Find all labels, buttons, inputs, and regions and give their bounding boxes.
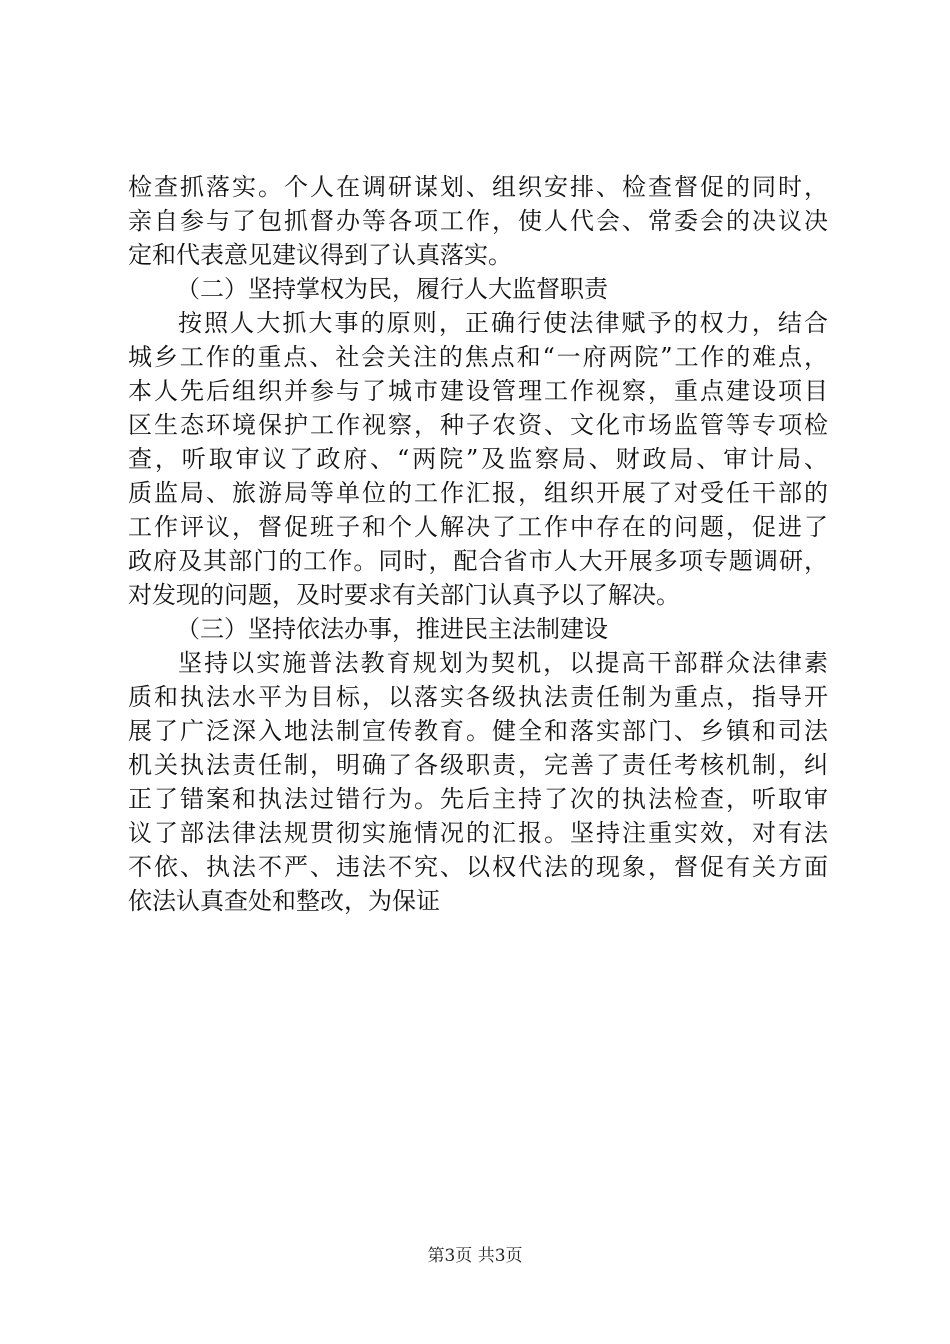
paragraph-line: 对发现的问题，及时要求有关部门认真予以了解决。 — [128, 581, 680, 609]
paragraph-line: 依法认真查处和整改，为保证 — [128, 887, 440, 915]
section-heading: （三）坚持依法办事，推进民主法制建设 — [176, 615, 608, 643]
paragraph-line: 坚持以实施普法教育规划为契机，以提高干部群众法律素 — [178, 649, 828, 677]
paragraph-line: 城乡工作的重点、社会关注的焦点和“一府两院”工作的难点， — [128, 343, 828, 371]
paragraph-line: 区生态环境保护工作视察，种子农资、文化市场监管等专项检 — [128, 411, 828, 439]
paragraph-line: 展了广泛深入地法制宣传教育。健全和落实部门、乡镇和司法 — [128, 717, 828, 745]
paragraph-line: 本人先后组织并参与了城市建设管理工作视察，重点建设项目 — [128, 377, 828, 405]
paragraph-line: 工作评议，督促班子和个人解决了工作中存在的问题，促进了 — [128, 513, 828, 541]
paragraph-line: 检查抓落实。个人在调研谋划、组织安排、检查督促的同时， — [128, 173, 828, 201]
paragraph-line: 议了部法律法规贯彻实施情况的汇报。坚持注重实效，对有法 — [128, 819, 828, 847]
section-heading: （二）坚持掌权为民，履行人大监督职责 — [176, 275, 608, 303]
paragraph-line: 机关执法责任制，明确了各级职责，完善了责任考核机制，纠 — [128, 751, 828, 779]
page-number-footer: 第3页 共3页 — [427, 1246, 523, 1266]
paragraph-line: 正了错案和执法过错行为。先后主持了次的执法检查，听取审 — [128, 785, 828, 813]
paragraph-line: 按照人大抓大事的原则，正确行使法律赋予的权力，结合 — [178, 309, 828, 337]
paragraph-line: 定和代表意见建议得到了认真落实。 — [128, 241, 512, 269]
paragraph-line: 查，听取审议了政府、“两院”及监察局、财政局、审计局、 — [128, 445, 828, 473]
paragraph-line: 亲自参与了包抓督办等各项工作，使人代会、常委会的决议决 — [128, 207, 828, 235]
document-body — [128, 170, 828, 918]
paragraph-line: 不依、执法不严、违法不究、以权代法的现象，督促有关方面 — [128, 853, 828, 881]
paragraph-line: 政府及其部门的工作。同时，配合省市人大开展多项专题调研， — [128, 547, 828, 575]
paragraph-line: 质和执法水平为目标，以落实各级执法责任制为重点，指导开 — [128, 683, 828, 711]
paragraph-line: 质监局、旅游局等单位的工作汇报，组织开展了对受任干部的 — [128, 479, 828, 507]
